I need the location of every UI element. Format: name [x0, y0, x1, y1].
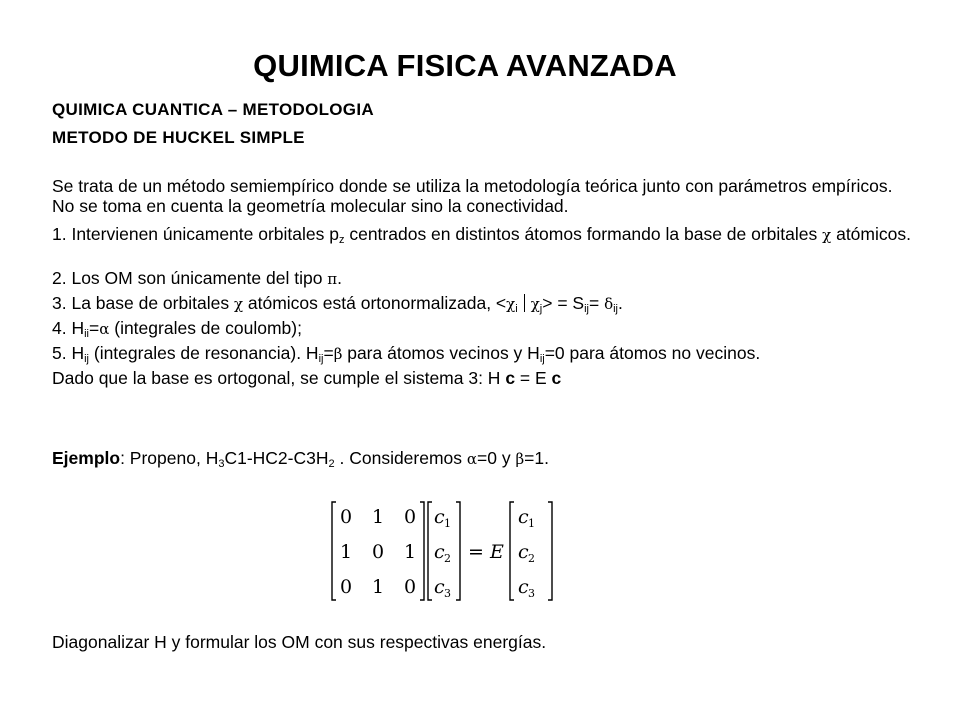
closing-instruction: Diagonalizar H y formular los OM con sus respectivas energías. [52, 632, 547, 652]
matrix-bracket-right [420, 502, 424, 600]
beta-symbol: β [333, 345, 343, 363]
vector-bracket-left [510, 502, 514, 600]
coef-subscript: 3 [444, 587, 451, 600]
item-3-text-d: = [588, 293, 605, 313]
subscript-ij: ij [613, 303, 618, 315]
bracket-bar [524, 294, 525, 312]
subscript-2: 2 [328, 458, 335, 470]
matrix-cell: 0 [340, 506, 353, 528]
subscript-j: j [539, 303, 543, 315]
delta-symbol: δ [604, 295, 614, 313]
system-line [52, 368, 561, 388]
item-2-text-a: 2. Los OM son únicamente del tipo [52, 268, 328, 288]
coef-c: c [434, 506, 445, 528]
vector-c: c [551, 368, 562, 388]
example-text-a: : Propeno, H [120, 448, 219, 468]
example-line [52, 448, 549, 469]
alpha-symbol: α [466, 450, 478, 468]
matrix-cell: 0 [372, 541, 385, 563]
item-4-text-b: = [89, 318, 100, 338]
item-2-text-b: . [337, 268, 343, 288]
chi-symbol: χ [530, 295, 540, 313]
section-heading-quimica-cuantica: QUIMICA CUANTICA – METODOLOGIA [52, 100, 374, 119]
section-heading-huckel: METODO DE HUCKEL SIMPLE [52, 128, 305, 147]
item-1-text-a: 1. Intervienen únicamente orbitales p [52, 224, 339, 244]
coef-subscript: 2 [528, 552, 535, 565]
subscript-ii: ii [84, 328, 89, 340]
matrix-cell: 1 [372, 576, 385, 598]
matrix-cell: 0 [404, 506, 417, 528]
example-text-c: . Consideremos [334, 448, 467, 468]
item-5 [52, 343, 760, 364]
subscript-ij: ij [318, 353, 324, 365]
subscript-ij: ij [584, 303, 589, 315]
matrix-cell: 1 [372, 506, 385, 528]
equals-E: = E [468, 541, 504, 563]
vector-bracket-right [456, 502, 460, 600]
system-text-a: Dado que la base es ortogonal, se cumple el sistema 3: H [52, 368, 506, 388]
subscript-ij: ij [84, 353, 89, 365]
intro-paragraph: Se trata de un método semiempírico donde se utiliza la metodología teórica junto con parámetros empíricos. No se toma en cuenta la geometría molecular sino la conectividad. [52, 176, 893, 216]
item-4-text-c: (integrales de coulomb); [109, 318, 302, 338]
page-title: QUIMICA FISICA AVANZADA [253, 48, 677, 83]
system-text-b: = E [515, 368, 552, 388]
item-1 [52, 224, 912, 245]
subscript-i: i [515, 303, 518, 315]
item-2 [52, 268, 342, 289]
item-3-text-a: 3. La base de orbitales [52, 293, 234, 313]
matrix-cell: 0 [340, 576, 353, 598]
item-5-text-d: para átomos vecinos y H [342, 343, 540, 363]
example-text-e: =1. [524, 448, 549, 468]
item-5-text-a: 5. H [52, 343, 85, 363]
item-3-text-e: . [618, 293, 623, 313]
item-4-text-a: 4. H [52, 318, 85, 338]
vector-c: c [505, 368, 516, 388]
coef-subscript: 2 [444, 552, 451, 565]
beta-symbol: β [515, 450, 525, 468]
subscript-3: 3 [218, 458, 225, 470]
item-1-subscript-z: z [338, 234, 345, 246]
huckel-matrix-equation [330, 500, 560, 602]
matrix-cell: 1 [404, 541, 417, 563]
coef-subscript: 3 [528, 587, 535, 600]
item-4 [52, 318, 302, 339]
example-label: Ejemplo [52, 448, 121, 468]
item-3-text-c: > = S [542, 293, 585, 313]
item-3-text-b: atómicos está ortonormalizada, < [243, 293, 507, 313]
coef-c: c [434, 576, 445, 598]
coef-c: c [518, 541, 529, 563]
chi-symbol: χ [506, 295, 516, 313]
item-5-text-c: = [323, 343, 334, 363]
alpha-symbol: α [99, 320, 110, 338]
vector-bracket-left [428, 502, 432, 600]
matrix-cell: 1 [340, 541, 353, 563]
coef-c: c [518, 506, 529, 528]
example-text-b: C1-HC2-C3H [224, 448, 329, 468]
example-text-d: =0 y [477, 448, 516, 468]
chi-symbol: χ [822, 226, 832, 244]
chi-symbol: χ [233, 295, 244, 313]
coef-subscript: 1 [444, 517, 451, 530]
coef-subscript: 1 [528, 517, 535, 530]
pi-symbol: π [327, 270, 338, 288]
vector-bracket-right [548, 502, 552, 600]
matrix-cell: 0 [404, 576, 417, 598]
item-1-text-b: centrados en distintos átomos formando la base de orbitales [344, 224, 823, 244]
item-5-text-b: (integrales de resonancia). H [89, 343, 319, 363]
coef-c: c [434, 541, 445, 563]
item-1-text-c: atómicos. [831, 224, 911, 244]
coef-c: c [518, 576, 529, 598]
subscript-ij: ij [539, 353, 545, 365]
matrix-bracket-left [332, 502, 336, 600]
item-3 [52, 293, 623, 314]
item-5-text-e: =0 para átomos no vecinos. [544, 343, 761, 363]
